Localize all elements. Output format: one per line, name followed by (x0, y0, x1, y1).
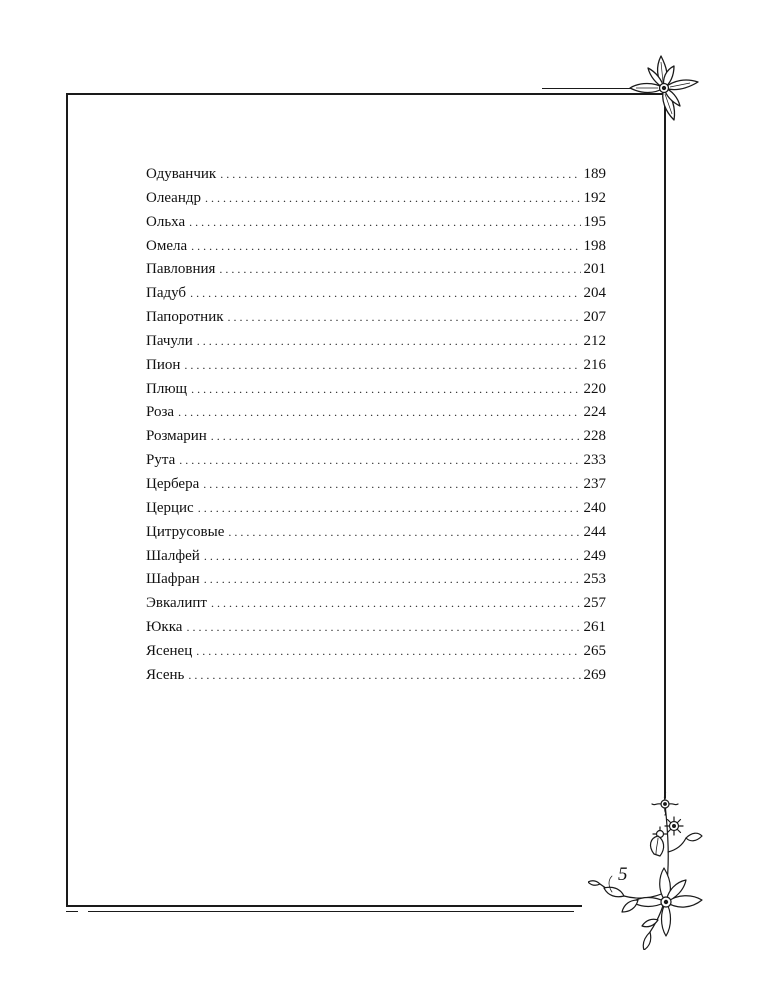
toc-entry (146, 616, 606, 640)
toc-leader-dots (211, 592, 581, 616)
table-of-contents (146, 163, 606, 688)
floral-branch-ornament-icon (588, 792, 706, 950)
toc-entry-title: Плющ (146, 380, 188, 397)
toc-entry-title: Пачули (146, 332, 193, 349)
toc-entry (146, 425, 606, 449)
toc-entry-page: 220 (583, 380, 606, 397)
toc-entry-page: 201 (583, 261, 606, 278)
toc-leader-dots (204, 568, 581, 592)
toc-entry (146, 258, 606, 282)
toc-entry-page: 257 (583, 595, 606, 612)
toc-entry-page: 265 (583, 642, 606, 659)
toc-entry-title: Эвкалипт (146, 595, 207, 612)
toc-leader-dots (198, 497, 581, 521)
toc-entry-page: 189 (583, 166, 606, 182)
toc-leader-dots (228, 521, 580, 545)
toc-entry (146, 354, 606, 378)
frame-bottom-accent-line (88, 911, 574, 912)
toc-entry-title: Ясенец (146, 642, 193, 659)
toc-entry-title: Ясень (146, 666, 185, 683)
toc-entry-page: 216 (583, 356, 606, 373)
toc-entry-page: 204 (583, 285, 606, 302)
frame-bottom-accent-line (66, 911, 78, 912)
toc-entry (146, 521, 606, 545)
toc-entry-title: Омела (146, 237, 188, 254)
toc-leader-dots (203, 473, 580, 497)
toc-leader-dots (197, 330, 581, 354)
toc-leader-dots (179, 449, 580, 473)
toc-entry-page: 240 (583, 499, 606, 516)
frame-bottom-border (66, 905, 582, 907)
toc-leader-dots (186, 616, 580, 640)
toc-entry-title: Шафран (146, 571, 200, 588)
toc-entry-title: Шалфей (146, 547, 200, 564)
toc-entry-page: 261 (583, 619, 606, 636)
flower-ornament-icon (626, 54, 702, 124)
toc-leader-dots (189, 211, 580, 235)
toc-entry-title: Олеандр (146, 189, 201, 206)
toc-entry (146, 545, 606, 569)
toc-entry (146, 473, 606, 497)
toc-entry (146, 401, 606, 425)
toc-leader-dots (188, 664, 580, 688)
toc-entry (146, 640, 606, 664)
toc-leader-dots (178, 401, 580, 425)
toc-leader-dots (220, 163, 580, 187)
toc-entry-page: 212 (583, 332, 606, 349)
toc-entry-title: Цитрусовые (146, 523, 225, 540)
toc-leader-dots (196, 640, 580, 664)
toc-entry (146, 592, 606, 616)
toc-leader-dots (191, 235, 580, 259)
toc-entry-page: 195 (583, 213, 606, 230)
page-number: 5 (618, 864, 628, 885)
toc-entry-title: Падуб (146, 285, 187, 302)
toc-entry-title: Павловния (146, 261, 216, 278)
toc-entry (146, 449, 606, 473)
toc-entry (146, 497, 606, 521)
toc-entry (146, 568, 606, 592)
toc-leader-dots (219, 258, 580, 282)
toc-entry-title: Папоротник (146, 309, 224, 326)
toc-leader-dots (228, 306, 581, 330)
toc-entry-title: Ольха (146, 213, 186, 230)
toc-entry-page: 228 (583, 428, 606, 445)
toc-entry-title: Рута (146, 452, 176, 469)
toc-entry (146, 163, 606, 187)
toc-entry (146, 187, 606, 211)
toc-entry (146, 211, 606, 235)
toc-entry-title: Розмарин (146, 428, 207, 445)
toc-entry-page: 237 (583, 475, 606, 492)
toc-entry-page: 253 (583, 571, 606, 588)
toc-entry (146, 235, 606, 259)
toc-entry-title: Роза (146, 404, 175, 421)
toc-leader-dots (191, 378, 580, 402)
toc-entry-page: 224 (583, 404, 606, 421)
toc-entry (146, 664, 606, 688)
toc-entry (146, 378, 606, 402)
toc-leader-dots (190, 282, 580, 306)
frame-right-border (664, 93, 666, 795)
toc-entry-title: Пион (146, 356, 181, 373)
toc-leader-dots (204, 545, 581, 569)
toc-entry-page: 269 (583, 666, 606, 683)
toc-entry-title: Юкка (146, 619, 183, 636)
toc-leader-dots (211, 425, 581, 449)
toc-entry (146, 306, 606, 330)
toc-entry-title: Цербера (146, 475, 200, 492)
toc-entry-page: 198 (583, 237, 606, 254)
toc-entry (146, 282, 606, 306)
frame-left-border (66, 93, 68, 907)
toc-entry-title: Церцис (146, 499, 194, 516)
toc-entry-page: 233 (583, 452, 606, 469)
toc-entry-title: Одуванчик (146, 166, 217, 182)
toc-entry-page: 249 (583, 547, 606, 564)
toc-entry-page: 244 (583, 523, 606, 540)
toc-entry-page: 207 (583, 309, 606, 326)
toc-leader-dots (205, 187, 581, 211)
toc-entry (146, 330, 606, 354)
toc-entry-page: 192 (583, 189, 606, 206)
frame-top-border (66, 93, 666, 95)
toc-leader-dots (184, 354, 580, 378)
